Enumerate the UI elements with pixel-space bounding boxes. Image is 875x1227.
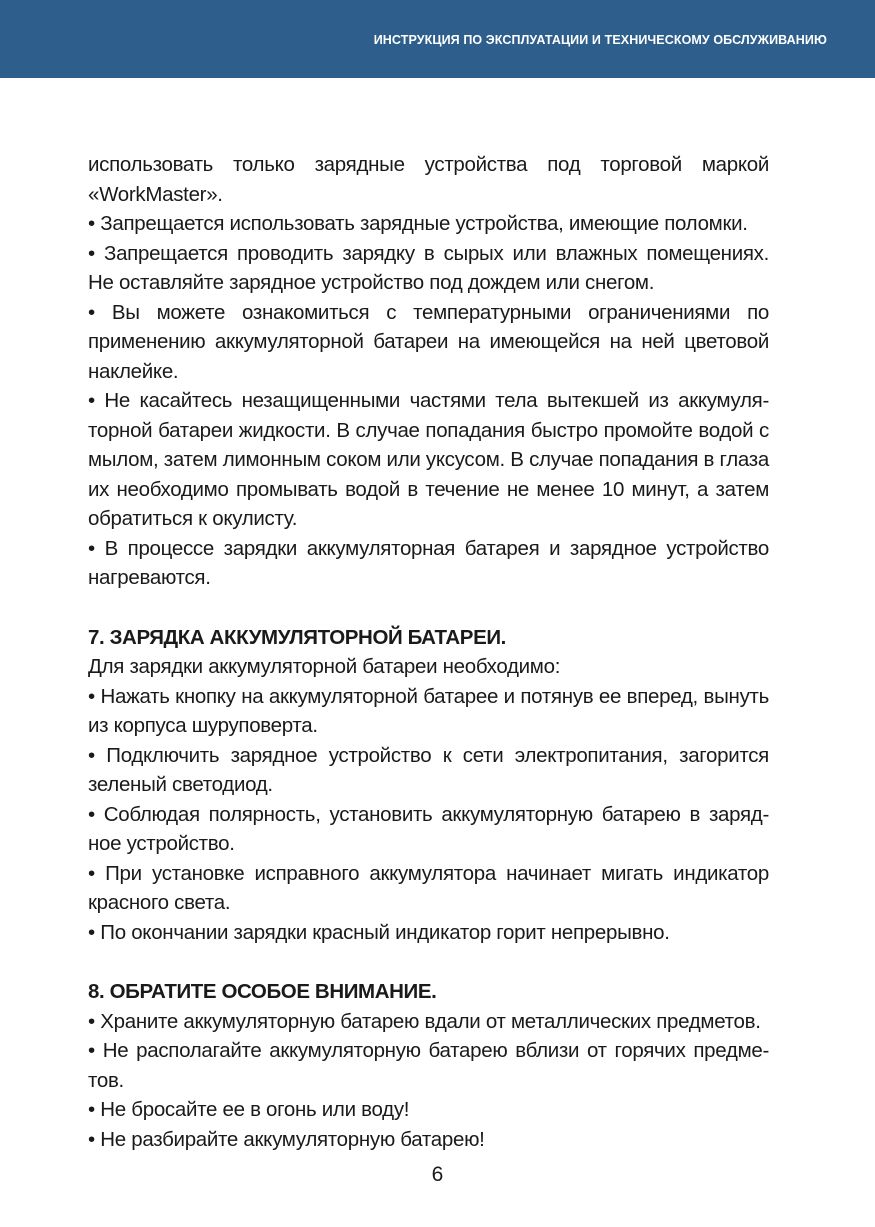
section-7-heading: 7. ЗАРЯДКА АККУМУЛЯТОРНОЙ БАТАРЕИ.	[88, 625, 506, 649]
bullet-item: • Не касайтесь незащищенными частями тела вытекшей из аккумуля-торной батареи жидкости. В случае попадания быстро промойте водой с мылом, затем лимонным соком или уксусом. В случае попадания в глаза их необходимо промывать водой в течение не менее 10 минут, а затем обратиться к окулисту.	[88, 389, 769, 530]
bullet-item: • При установке исправного аккумулятора начинает мигать индикатор красного света.	[88, 861, 769, 914]
bullet-item: • Не разбирайте аккумуляторную батарею!	[88, 1127, 485, 1151]
bullet-item: • Соблюдая полярность, установить аккумуляторную батарею в заряд-ное устройство.	[88, 802, 769, 855]
bullet-item: • По окончании зарядки красный индикатор горит непрерывно.	[88, 920, 670, 944]
page-number: 6	[431, 1163, 444, 1186]
bullet-item: • Храните аккумуляторную батарею вдали от металлических предметов.	[88, 1009, 761, 1033]
header-band	[0, 0, 875, 78]
bullet-item: • Подключить зарядное устройство к сети электропитания, загорится зеленый светодиод.	[88, 743, 769, 796]
bullet-item: • Вы можете ознакомиться с температурными ограничениями по применению аккумуляторной батареи на имеющейся на ней цветовой наклейке.	[88, 300, 769, 383]
bullet-item: • Не располагайте аккумуляторную батарею вблизи от горячих предме-тов.	[88, 1039, 769, 1092]
bullet-item: • Не бросайте ее в огонь или воду!	[88, 1098, 410, 1121]
header-title: ИНСТРУКЦИЯ ПО ЭКСПЛУАТАЦИИ И ТЕХНИЧЕСКОМУ ОБСЛУЖИВАНИЮ	[373, 33, 827, 47]
bullet-item: • Запрещается проводить зарядку в сырых или влажных помещениях. Не оставляйте зарядное устройство под дождем или снегом.	[88, 241, 769, 294]
paragraph: использовать только зарядные устройства под торговой маркой «WorkMaster».	[88, 153, 769, 206]
bullet-item: • В процессе зарядки аккумуляторная батарея и зарядное устройство нагреваются.	[88, 536, 769, 589]
bullet-item: • Запрещается использовать зарядные устройства, имеющие поломки.	[88, 212, 748, 235]
bullet-item: • Нажать кнопку на аккумуляторной батарее и потянув ее вперед, вынуть из корпуса шуруповерта.	[88, 684, 769, 737]
section-7-lead: Для зарядки аккумуляторной батареи необходимо:	[88, 655, 561, 678]
page-content	[88, 150, 769, 1154]
section-8-heading: 8. ОБРАТИТЕ ОСОБОЕ ВНИМАНИЕ.	[88, 980, 437, 1003]
